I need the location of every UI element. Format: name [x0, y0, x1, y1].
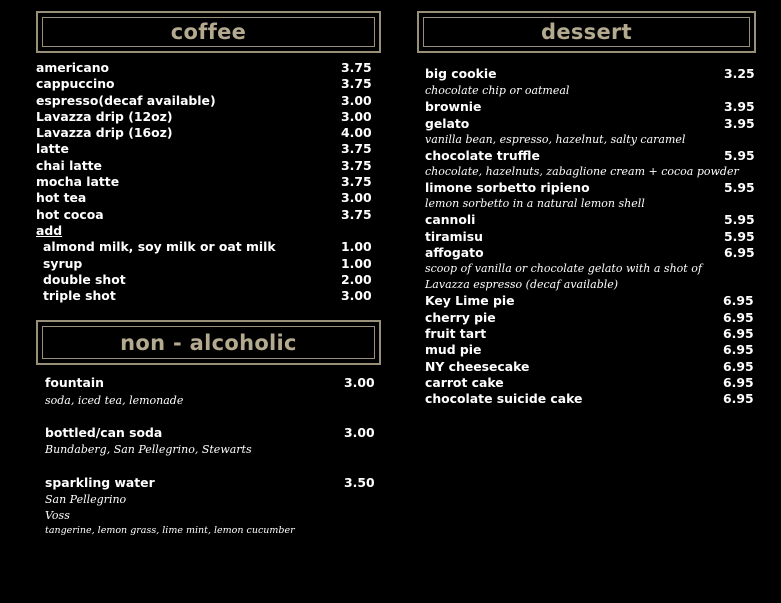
- item-name: americano: [36, 60, 110, 75]
- dessert-title: dessert: [540, 20, 632, 44]
- item-name: big cookie: [425, 66, 497, 81]
- item-price: 6.95: [723, 325, 754, 341]
- item-price: 3.75: [341, 206, 372, 222]
- item-price: 6.95: [723, 374, 754, 390]
- item-price: 3.75: [341, 76, 372, 92]
- item-desc: soda, iced tea, lemonade: [45, 394, 184, 408]
- item-name: sparkling water: [45, 474, 155, 490]
- item-price: 3.00: [341, 190, 372, 206]
- item-price: 3.75: [341, 157, 372, 173]
- item-name: mud pie: [425, 342, 482, 358]
- item-name: fountain: [45, 375, 104, 390]
- item-price: 1.00: [341, 255, 372, 271]
- menu-item: [425, 342, 755, 358]
- item-name: cappuccino: [36, 76, 115, 92]
- item-name: affogato: [425, 245, 484, 261]
- item-name: double shot: [43, 271, 126, 287]
- item-name: brownie: [425, 99, 482, 115]
- item-name: mocha latte: [36, 174, 120, 190]
- menu-item-tiramisu: [425, 229, 755, 245]
- item-price: 6.95: [724, 245, 755, 261]
- menu-item: [36, 93, 370, 109]
- item-name: Lavazza drip (12oz): [36, 108, 173, 124]
- menu-item: [36, 60, 370, 76]
- item-name: carrot cake: [425, 374, 504, 390]
- menu-item: [36, 76, 370, 92]
- menu-item: [36, 109, 370, 125]
- item-name: almond milk, soy milk or oat milk: [43, 239, 276, 255]
- item-price: 3.95: [724, 115, 755, 131]
- item-desc: vanilla bean, espresso, hazelnut, salty caramel: [425, 132, 686, 146]
- item-desc: chocolate, hazelnuts, zabaglione cream + cocoa powder: [425, 165, 739, 179]
- item-price: 6.95: [723, 358, 754, 374]
- item-price: 3.00: [344, 375, 375, 390]
- non-alcoholic-title: non - alcoholic: [120, 330, 297, 355]
- item-name: chocolate truffle: [425, 147, 540, 163]
- item-name: cannoli: [425, 212, 476, 228]
- menu-item: [36, 239, 370, 255]
- menu-item-big-cookie: [425, 66, 755, 82]
- item-name: Lavazza drip (16oz): [36, 125, 173, 141]
- item-price: 6.95: [723, 293, 754, 309]
- menu-item: [425, 391, 755, 407]
- menu-item-affogato: [425, 245, 755, 261]
- item-name: espresso(decaf available): [36, 92, 216, 108]
- menu-item: [36, 207, 370, 223]
- item-price: 3.75: [341, 141, 372, 157]
- menu-item: [425, 326, 755, 342]
- dessert-banner: [417, 11, 756, 53]
- item-name: bottled/can soda: [45, 425, 163, 441]
- item-price: 3.75: [341, 174, 372, 190]
- item-name: gelato: [425, 115, 470, 131]
- menu-item: [425, 359, 755, 375]
- add-label: add: [36, 222, 63, 238]
- menu-item: [36, 190, 370, 206]
- menu-item: [36, 174, 370, 190]
- item-name: chocolate suicide cake: [425, 391, 583, 407]
- item-price: 3.00: [344, 425, 375, 441]
- menu-item-bottled: [45, 425, 375, 441]
- item-price: 3.00: [341, 92, 372, 108]
- item-price: 3.50: [344, 474, 375, 490]
- menu-item-brownie: [425, 99, 755, 115]
- item-desc: lemon sorbetto in a natural lemon shell: [425, 197, 645, 211]
- menu-item-cannoli: [425, 212, 755, 228]
- item-name: chai latte: [36, 157, 102, 173]
- menu-item: [425, 293, 755, 309]
- item-price: 3.75: [341, 60, 372, 75]
- menu-item: [36, 272, 370, 288]
- item-name: cherry pie: [425, 309, 496, 325]
- item-price: 5.95: [724, 212, 755, 228]
- add-header: [36, 223, 370, 239]
- item-price: 6.95: [723, 391, 754, 407]
- item-price: 4.00: [341, 125, 372, 141]
- item-name: latte: [36, 141, 69, 157]
- item-desc: tangerine, lemon grass, lime mint, lemon cucumber: [45, 524, 295, 536]
- menu-item: [36, 125, 370, 141]
- item-price: 2.00: [341, 271, 372, 287]
- menu-item-gelato: [425, 116, 755, 132]
- item-name: NY cheesecake: [425, 358, 530, 374]
- item-desc: scoop of vanilla or chocolate gelato with a shot of: [425, 262, 702, 276]
- item-price: 3.95: [724, 99, 755, 115]
- item-price: 1.00: [341, 239, 372, 255]
- menu-item: [36, 141, 370, 157]
- menu-item-chocolate-truffle: [425, 148, 755, 164]
- menu-item-limone: [425, 180, 755, 196]
- item-price: 5.95: [724, 180, 755, 196]
- menu-item-fountain: [45, 375, 375, 391]
- item-price: 5.95: [724, 147, 755, 163]
- item-desc: Lavazza espresso (decaf available): [425, 278, 619, 292]
- dessert-list: [425, 66, 755, 407]
- item-desc: Bundaberg, San Pellegrino, Stewarts: [45, 442, 252, 456]
- menu-item: [36, 256, 370, 272]
- coffee-list: [36, 60, 370, 304]
- non-alcoholic-banner: [36, 320, 381, 365]
- item-name: hot tea: [36, 190, 87, 206]
- menu-item: [425, 310, 755, 326]
- item-price: 3.00: [341, 108, 372, 124]
- item-name: hot cocoa: [36, 206, 104, 222]
- item-price: 6.95: [723, 309, 754, 325]
- item-name: limone sorbetto ripieno: [425, 180, 590, 196]
- item-name: tiramisu: [425, 228, 483, 244]
- item-name: triple shot: [43, 288, 116, 304]
- item-price: 6.95: [723, 342, 754, 358]
- item-desc: Voss: [45, 508, 70, 522]
- menu-item: [425, 375, 755, 391]
- item-price: 3.25: [724, 66, 755, 81]
- item-name: syrup: [43, 255, 83, 271]
- coffee-title: coffee: [170, 20, 247, 44]
- non-alcoholic-list: [45, 375, 375, 538]
- item-name: fruit tart: [425, 325, 487, 341]
- item-name: Key Lime pie: [425, 293, 515, 309]
- coffee-banner: [36, 11, 381, 53]
- item-price: 3.00: [341, 288, 372, 304]
- item-price: 5.95: [724, 228, 755, 244]
- item-desc: chocolate chip or oatmeal: [425, 84, 570, 98]
- menu-item: [36, 158, 370, 174]
- menu-item-sparkling: [45, 475, 375, 491]
- item-desc: San Pellegrino: [45, 492, 127, 506]
- menu-item: [36, 288, 370, 304]
